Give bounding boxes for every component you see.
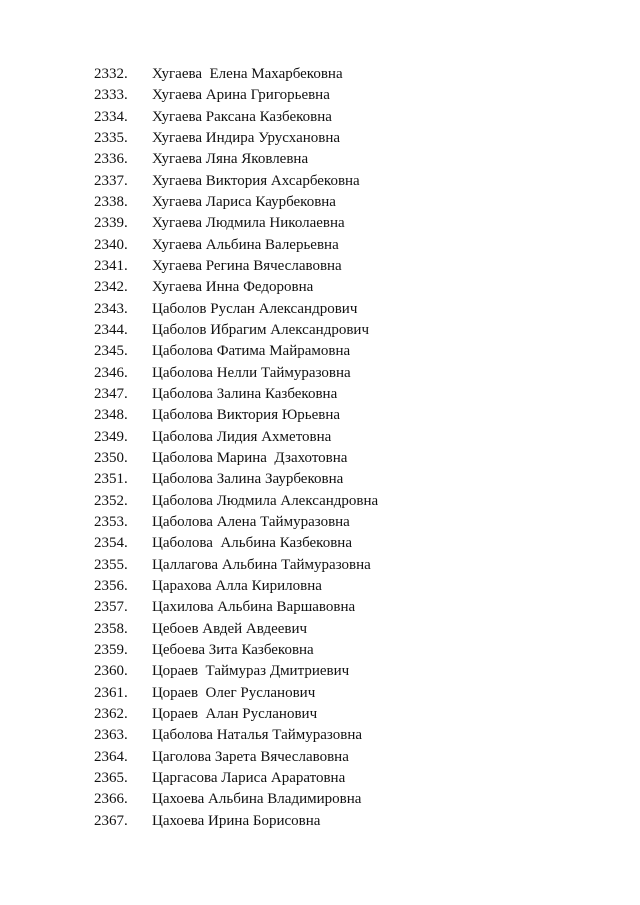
entry-number: 2334. xyxy=(94,108,128,125)
entry-name: Цаболова Лидия Ахметовна xyxy=(152,428,332,445)
list-item xyxy=(94,213,378,234)
list-item xyxy=(94,363,378,384)
entry-name: Цахоева Ирина Борисовна xyxy=(152,812,321,829)
list-item xyxy=(94,85,378,106)
list-item xyxy=(94,640,378,661)
entry-number: 2333. xyxy=(94,87,128,104)
entry-name: Цебоев Авдей Авдеевич xyxy=(152,620,308,637)
list-item xyxy=(94,491,378,512)
entry-number: 2336. xyxy=(94,151,128,168)
list-item xyxy=(94,704,378,725)
list-item xyxy=(94,299,378,320)
list-item xyxy=(94,810,378,831)
entry-name: Цаболова Виктория Юрьевна xyxy=(152,407,341,424)
list-item xyxy=(94,107,378,128)
entry-name: Хугаева Индира Урусхановна xyxy=(152,130,341,147)
entry-name: Цаболова Людмила Александровна xyxy=(152,492,379,509)
entry-name: Царахова Алла Кириловна xyxy=(152,578,322,595)
entry-name: Цаболов Ибрагим Александрович xyxy=(152,322,369,339)
entry-number: 2346. xyxy=(94,364,128,381)
entry-name: Хугаева Виктория Ахсарбековна xyxy=(152,172,360,189)
list-item xyxy=(94,64,378,85)
list-item xyxy=(94,789,378,810)
list-item xyxy=(94,683,378,704)
list-item xyxy=(94,128,378,149)
list-item xyxy=(94,469,378,490)
list-item xyxy=(94,576,378,597)
entry-name: Цахилова Альбина Варшавовна xyxy=(152,599,356,616)
entry-number: 2360. xyxy=(94,663,128,680)
entry-name: Цаболова Нелли Таймуразовна xyxy=(152,364,351,381)
entry-number: 2341. xyxy=(94,258,128,275)
entry-name: Цаболова Залина Заурбековна xyxy=(152,471,344,488)
entry-number: 2367. xyxy=(94,812,128,829)
entry-number: 2354. xyxy=(94,535,128,552)
entry-name: Хугаева Лариса Каурбековна xyxy=(152,194,336,211)
entry-number: 2355. xyxy=(94,556,128,573)
entry-name: Хугаева Раксана Казбековна xyxy=(152,108,332,125)
entry-number: 2342. xyxy=(94,279,128,296)
entry-number: 2338. xyxy=(94,194,128,211)
entry-name: Цаголова Зарета Вячеславовна xyxy=(152,748,349,765)
list-item xyxy=(94,384,378,405)
entry-number: 2364. xyxy=(94,748,128,765)
name-list xyxy=(94,64,378,832)
entry-number: 2344. xyxy=(94,322,128,339)
entry-name: Цахоева Альбина Владимировна xyxy=(152,791,362,808)
entry-name: Цораев Олег Русланович xyxy=(152,684,316,701)
list-item xyxy=(94,149,378,170)
list-item xyxy=(94,747,378,768)
entry-name: Хугаева Ляна Яковлевна xyxy=(152,151,309,168)
entry-number: 2365. xyxy=(94,769,128,786)
entry-name: Цаболова Фатима Майрамовна xyxy=(152,343,351,360)
entry-number: 2358. xyxy=(94,620,128,637)
entry-name: Цаболова Марина Дзахотовна xyxy=(152,450,348,467)
entry-name: Хугаева Людмила Николаевна xyxy=(152,215,345,232)
list-item xyxy=(94,171,378,192)
entry-number: 2343. xyxy=(94,300,128,317)
entry-name: Цебоева Зита Казбековна xyxy=(152,642,314,659)
entry-number: 2357. xyxy=(94,599,128,616)
entry-name: Цораев Таймураз Дмитриевич xyxy=(152,663,350,680)
entry-number: 2332. xyxy=(94,66,128,83)
entry-number: 2351. xyxy=(94,471,128,488)
entry-name: Цаболова Залина Казбековна xyxy=(152,386,338,403)
list-item xyxy=(94,256,378,277)
entry-name: Цораев Алан Русланович xyxy=(152,706,318,722)
entry-number: 2348. xyxy=(94,407,128,424)
entry-name: Цаболов Руслан Александрович xyxy=(152,300,358,317)
entry-number: 2335. xyxy=(94,130,128,147)
entry-name: Царгасова Лариса Араратовна xyxy=(152,769,346,786)
entry-number: 2361. xyxy=(94,684,128,701)
entry-name: Цаболова Алена Таймуразовна xyxy=(152,514,350,531)
list-item xyxy=(94,448,378,469)
list-item xyxy=(94,619,378,640)
list-item xyxy=(94,192,378,213)
list-item xyxy=(94,405,378,426)
list-item xyxy=(94,277,378,298)
list-item xyxy=(94,341,378,362)
list-item xyxy=(94,725,378,746)
list-item xyxy=(94,320,378,341)
list-item xyxy=(94,533,378,554)
list-item xyxy=(94,235,378,256)
list-item xyxy=(94,597,378,618)
entry-name: Хугаева Елена Махарбековна xyxy=(152,66,343,83)
entry-number: 2352. xyxy=(94,492,128,509)
entry-name: Цаболова Наталья Таймуразовна xyxy=(152,727,363,744)
entry-number: 2363. xyxy=(94,727,128,744)
entry-number: 2356. xyxy=(94,578,128,595)
entry-number: 2337. xyxy=(94,172,128,189)
list-item xyxy=(94,555,378,576)
entry-number: 2353. xyxy=(94,514,128,531)
list-item xyxy=(94,661,378,682)
entry-number: 2347. xyxy=(94,386,128,403)
entry-number: 2339. xyxy=(94,215,128,232)
list-item xyxy=(94,427,378,448)
entry-number: 2362. xyxy=(94,706,128,722)
entry-name: Цаллагова Альбина Таймуразовна xyxy=(152,556,371,573)
list-item xyxy=(94,512,378,533)
list-item xyxy=(94,768,378,789)
entry-name: Цаболова Альбина Казбековна xyxy=(152,535,352,552)
entry-name: Хугаева Инна Федоровна xyxy=(152,279,314,296)
entry-number: 2366. xyxy=(94,791,128,808)
entry-name: Хугаева Альбина Валерьевна xyxy=(152,236,339,253)
entry-number: 2350. xyxy=(94,450,128,467)
entry-number: 2340. xyxy=(94,236,128,253)
entry-name: Хугаева Арина Григорьевна xyxy=(152,87,330,104)
entry-name: Хугаева Регина Вячеславовна xyxy=(152,258,342,275)
entry-number: 2345. xyxy=(94,343,128,360)
entry-number: 2349. xyxy=(94,428,128,445)
entry-number: 2359. xyxy=(94,642,128,659)
